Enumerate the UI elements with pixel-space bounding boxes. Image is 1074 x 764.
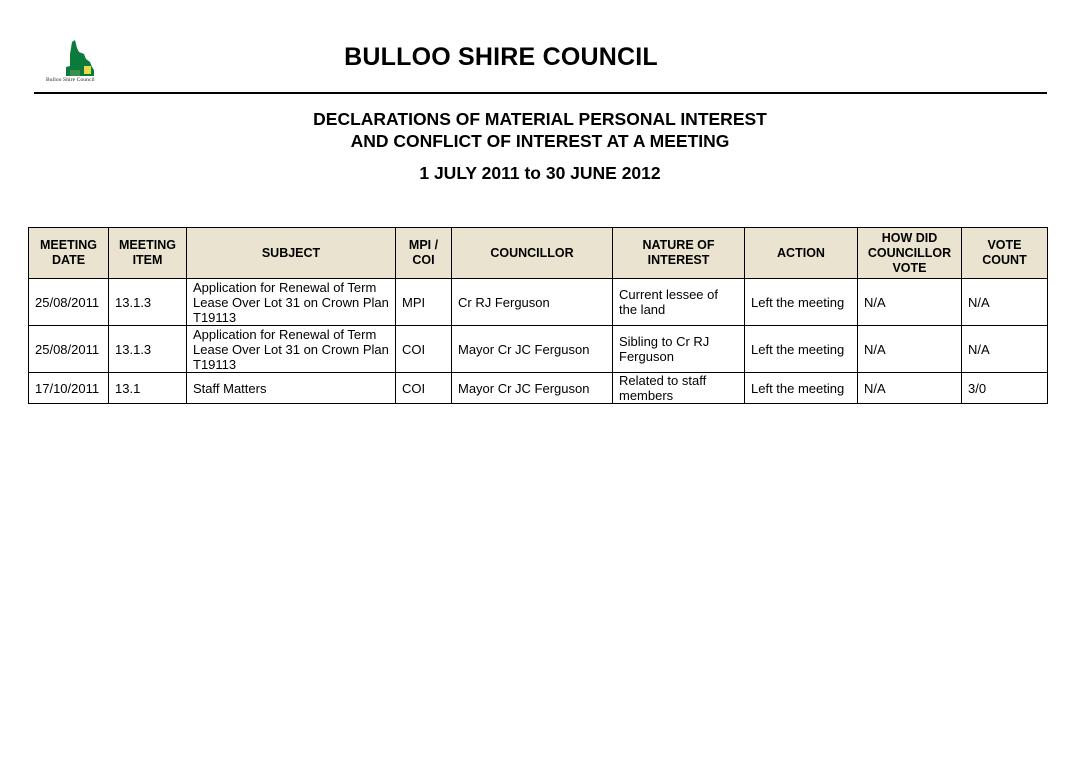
table-cell: COI [396, 373, 452, 404]
logo-caption: Bulloo Shire Council [46, 77, 95, 83]
table-cell: 25/08/2011 [29, 326, 109, 373]
table-cell: 17/10/2011 [29, 373, 109, 404]
column-header: MEETING ITEM [109, 228, 187, 279]
column-header: HOW DID COUNCILLOR VOTE [858, 228, 962, 279]
document-title-line-1: DECLARATIONS OF MATERIAL PERSONAL INTEREST [313, 109, 767, 129]
council-name: BULLOO SHIRE COUNCIL [344, 43, 658, 71]
column-header: MPI / COI [396, 228, 452, 279]
table-cell: Sibling to Cr RJ Ferguson [613, 326, 745, 373]
table-cell: Application for Renewal of Term Lease Over Lot 31 on Crown Plan T19113 [187, 279, 396, 326]
table-cell: Left the meeting [745, 326, 858, 373]
table-row [29, 279, 1048, 326]
table-header-row [29, 228, 1048, 279]
table-cell: Mayor Cr JC Ferguson [452, 326, 613, 373]
table-cell: Staff Matters [187, 373, 396, 404]
table-cell: Application for Renewal of Term Lease Over Lot 31 on Crown Plan T19113 [187, 326, 396, 373]
table-row [29, 373, 1048, 404]
document-title-line-2: AND CONFLICT OF INTEREST AT A MEETING [350, 131, 730, 151]
table-cell: Mayor Cr JC Ferguson [452, 373, 613, 404]
table-cell: Current lessee of the land [613, 279, 745, 326]
column-header: VOTE COUNT [962, 228, 1048, 279]
table-cell: 13.1.3 [109, 326, 187, 373]
reporting-period: 1 JULY 2011 to 30 JUNE 2012 [419, 163, 661, 183]
table-cell: Left the meeting [745, 373, 858, 404]
table-cell: MPI [396, 279, 452, 326]
table-cell: Left the meeting [745, 279, 858, 326]
declarations-table [28, 227, 1048, 404]
column-header: MEETING DATE [29, 228, 109, 279]
table-cell: Cr RJ Ferguson [452, 279, 613, 326]
column-header: NATURE OF INTEREST [613, 228, 745, 279]
table-cell: Related to staff members [613, 373, 745, 404]
table-cell: 25/08/2011 [29, 279, 109, 326]
table-cell: 13.1.3 [109, 279, 187, 326]
table-cell: COI [396, 326, 452, 373]
table-cell: N/A [962, 279, 1048, 326]
table-cell: 3/0 [962, 373, 1048, 404]
table-cell: N/A [858, 279, 962, 326]
column-header: ACTION [745, 228, 858, 279]
table-cell: N/A [858, 326, 962, 373]
header-divider [34, 92, 1047, 94]
table-row [29, 326, 1048, 373]
column-header: COUNCILLOR [452, 228, 613, 279]
column-header: SUBJECT [187, 228, 396, 279]
table-cell: N/A [858, 373, 962, 404]
table-cell: N/A [962, 326, 1048, 373]
document-title [30, 108, 1050, 152]
table-cell: 13.1 [109, 373, 187, 404]
